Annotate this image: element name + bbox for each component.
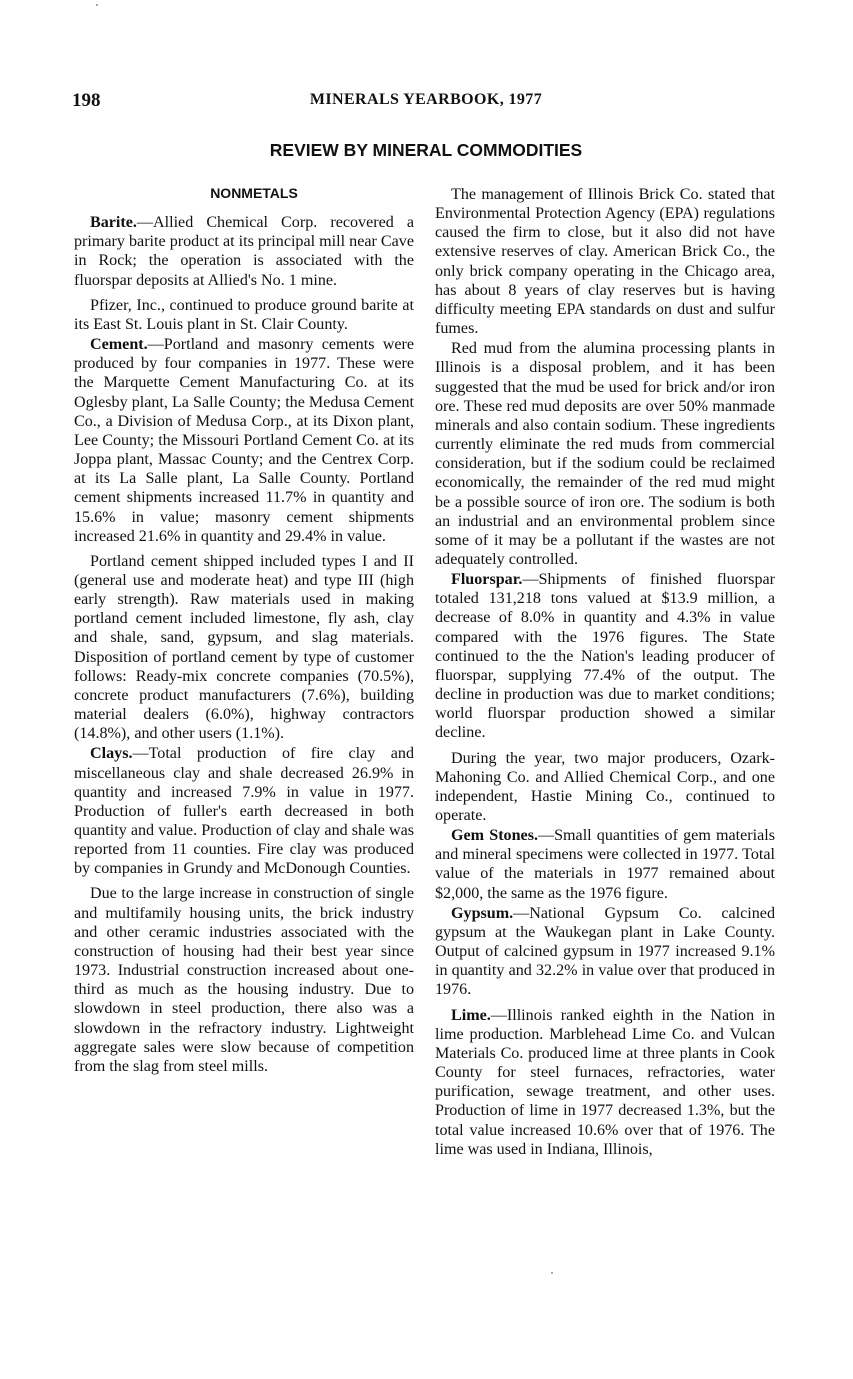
paragraph-fluorspar: [435, 570, 775, 742]
scan-speck: [96, 4, 98, 6]
paragraph-gypsum: [435, 904, 775, 1000]
paragraph-pfizer: [74, 296, 414, 334]
paragraph-cement: [74, 335, 414, 546]
paragraph-text: During the year, two major producers, Ozark-Mahoning Co. and Allied Chemical Corp., and one independent, Hastie Mining Co., continued to operate.: [435, 749, 775, 824]
run-in-heading: Clays.: [90, 745, 133, 763]
journal-title: MINERALS YEARBOOK, 1977: [309, 91, 543, 108]
run-in-heading: Barite.: [90, 214, 137, 232]
paragraph-housing: [74, 884, 414, 1076]
paragraph-text: The management of Illinois Brick Co. stated that Environmental Protection Agency (EPA) regulations caused the firm to close, but it also did not have extensive reserves of clay. American Brick Co., the only brick company operating in the Chicago area, has about 8 years of clay reserves but is having difficulty meeting EPA standards on dust and sulfur fumes.: [435, 186, 775, 338]
paragraph-text: —Allied Chemical Corp. recovered a primary barite product at its principal mill near Cave in Rock; the operation is associated with the fluorspar deposits at Allied's No. 1 mine.: [74, 214, 414, 289]
paragraph-text: Portland cement shipped included types I and II (general use and moderate heat) and type III (high early strength). Raw materials used in making portland cement included limestone, fly ash, clay and shale, sand, gypsum, and slag materials. Disposition of portland cement by type of customer follows: Ready-mix concrete companies (70.5%), concrete product manufacturers (7.6%), building material dealers (6.0%), highway contractors (14.8%), and other users (1.1%).: [74, 552, 414, 743]
page-number: 198: [72, 90, 101, 111]
paragraph-text: —Total production of fire clay and miscellaneous clay and shale decreased 26.9% in quantity and increased 7.9% in value in 1977. Production of fuller's earth decreased in both quantity and value. Production of clay and shale was reported from 11 counties. Fire clay was produced by companies in Grundy and McDonough Counties.: [74, 745, 414, 878]
paragraph-lime: [435, 1006, 775, 1159]
paragraph-producers: [435, 749, 775, 826]
paragraph-red-mud: [435, 339, 775, 569]
paragraph-text: Pfizer, Inc., continued to produce ground barite at its East St. Louis plant in St. Clair County.: [74, 296, 414, 333]
paragraph-portland-cement: [74, 552, 414, 744]
paragraph-clays: [74, 744, 414, 878]
nonmetals-subhead: NONMETALS: [210, 185, 298, 201]
paragraph-text: —Illinois ranked eighth in the Nation in lime production. Marblehead Lime Co. and Vulcan Materials Co. produced lime at three plants in Cook County for steel furnaces, refractories, water purification, sewage treatment, and other uses. Production of lime in 1977 decreased 1.3%, but the total value increased 10.6% over that of 1976. The lime was used in Indiana, Illinois,: [435, 1006, 775, 1158]
paragraph-text: —National Gypsum Co. calcined gypsum at the Waukegan plant in Lake County. Output of calcined gypsum in 1977 increased 9.1% in quantity and 32.2% in value over that produced in 1976.: [435, 904, 775, 999]
run-in-heading: Gem Stones.: [451, 827, 538, 845]
paragraph-text: Red mud from the alumina processing plants in Illinois is a disposal problem, and it has been suggested that the mud be used for brick and/or iron ore. These red mud deposits are over 50% manmade minerals and also contain sodium. These ingredients currently eliminate the red muds from commercial consideration, but if the sodium could be reclaimed economically, the remainder of the red mud might be a possible source of iron ore. The sodium is both an industrial and an environmental problem since some of it may be a pollutant if the wastes are not adequately controlled.: [435, 340, 775, 568]
section-title: REVIEW BY MINERAL COMMODITIES: [269, 140, 583, 160]
paragraph-text: Due to the large increase in construction of single and multifamily housing units, the brick industry and other ceramic industries associated with the construction of housing had their best year since 1973. Industrial construction increased about one-third as much as the housing industry. Due to slowdown in steel production, there also was a slowdown in the refractory industry. Lightweight aggregate sales were slow because of competition from the slag from steel mills.: [74, 885, 414, 1075]
right-column: [435, 185, 775, 1160]
run-in-heading: Lime.: [451, 1006, 491, 1024]
paragraph-illinois-brick: [435, 185, 775, 338]
paragraph-text: —Shipments of finished fluorspar totaled 131,218 tons valued at $13.9 million, a decrease of 8.0% in quantity and 4.3% in value compared with the 1976 figures. The State continued to the the Nation's leading producer of fluorspar, supplying 77.4% of the output. The decline in production was due to market conditions; world fluorspar production showed a similar decline.: [435, 571, 775, 742]
paragraph-text: —Small quantities of gem materials and mineral specimens were collected in 1977. Total value of the materials in 1977 remained about $2,000, the same as the 1976 figure.: [435, 827, 776, 902]
scan-speck: [551, 1272, 553, 1274]
paragraph-text: —Portland and masonry cements were produced by four companies in 1977. These were the Marquette Cement Manufacturing Co. at its Oglesby plant, La Salle County; the Medusa Cement Co., a Division of Medusa Corp., at its Dixon plant, Lee County; the Missouri Portland Cement Co. at its Joppa plant, Massac County; and the Centrex Corp. at its La Salle plant, La Salle County. Portland cement shipments increased 11.7% in quantity and 15.6% in value; masonry cement shipments increased 21.6% in quantity and 29.4% in value.: [74, 336, 414, 545]
paragraph-gem-stones: [435, 826, 775, 903]
run-in-heading: Cement.: [90, 336, 148, 354]
running-head: [72, 90, 780, 116]
run-in-heading: Gypsum.: [451, 904, 514, 922]
left-column: [74, 184, 414, 1077]
run-in-heading: Fluorspar.: [451, 571, 523, 589]
paragraph-barite: [74, 213, 414, 290]
